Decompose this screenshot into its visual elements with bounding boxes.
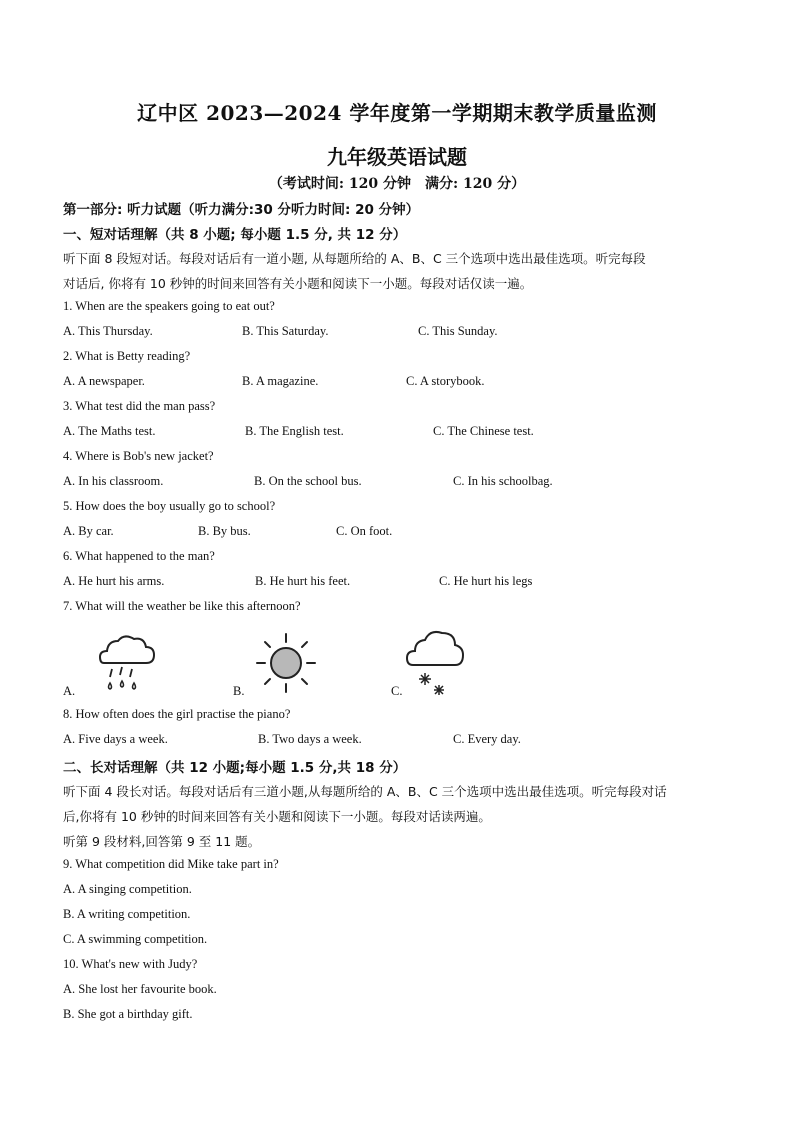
q1-option-a: A. This Thursday. — [63, 324, 153, 338]
question-2: 2. What is Betty reading? — [63, 349, 191, 363]
sun-icon — [251, 630, 321, 696]
section2-instructions-1: 听下面 4 段长对话。每段对话后有三道小题,从每题所给的 A、B、C 三个选项中选出最佳选项。听完每段对话 — [63, 784, 667, 799]
q9-option-b: B. A writing competition. — [63, 907, 191, 921]
section1-instructions-2: 对话后, 你将有 10 秒钟的时间来回答有关小题和阅读下一小题。每段对话仅读一遍。 — [63, 276, 533, 291]
q6-option-c: C. He hurt his legs — [439, 574, 533, 588]
q8-option-c: C. Every day. — [453, 732, 521, 746]
question-10: 10. What's new with Judy? — [63, 957, 198, 971]
q7-option-b: B. — [233, 684, 245, 698]
q5-option-b: B. By bus. — [198, 524, 251, 538]
q2-option-b: B. A magazine. — [242, 374, 319, 388]
section2-heading: 二、长对话理解（共 12 小题;每小题 1.5 分,共 18 分） — [63, 760, 407, 776]
exam-subtitle: 九年级英语试题 — [327, 145, 467, 169]
q9-option-a: A. A singing competition. — [63, 882, 192, 896]
question-4: 4. Where is Bob's new jacket? — [63, 449, 214, 463]
section1-heading: 一、短对话理解（共 8 小题; 每小题 1.5 分, 共 12 分） — [63, 227, 407, 243]
q5-option-c: C. On foot. — [336, 524, 393, 538]
q10-option-b: B. She got a birthday gift. — [63, 1007, 193, 1021]
q3-option-c: C. The Chinese test. — [433, 424, 534, 438]
question-5: 5. How does the boy usually go to school? — [63, 499, 276, 513]
q2-option-c: C. A storybook. — [406, 374, 485, 388]
q6-option-a: A. He hurt his arms. — [63, 574, 165, 588]
exam-title: 辽中区 2023—2024 学年度第一学期期末教学质量监测 — [137, 101, 657, 125]
question-3: 3. What test did the man pass? — [63, 399, 216, 413]
snow-cloud-icon — [405, 623, 467, 699]
question-1: 1. When are the speakers going to eat out? — [63, 299, 275, 313]
q6-option-b: B. He hurt his feet. — [255, 574, 351, 588]
q8-option-a: A. Five days a week. — [63, 732, 168, 746]
q2-option-a: A. A newspaper. — [63, 374, 145, 388]
q7-option-a: A. — [63, 684, 76, 698]
part1-heading: 第一部分: 听力试题（听力满分:30 分听力时间: 20 分钟） — [63, 202, 420, 218]
question-7: 7. What will the weather be like this afternoon? — [63, 599, 301, 613]
question-6: 6. What happened to the man? — [63, 549, 215, 563]
q3-option-a: A. The Maths test. — [63, 424, 156, 438]
q4-option-c: C. In his schoolbag. — [453, 474, 553, 488]
q4-option-b: B. On the school bus. — [254, 474, 362, 488]
section1-instructions-1: 听下面 8 段短对话。每段对话后有一道小题, 从每题所给的 A、B、C 三个选项中选出最佳选项。听完每段 — [63, 251, 646, 266]
section2-material: 听第 9 段材料,回答第 9 至 11 题。 — [63, 834, 261, 849]
rain-cloud-icon — [94, 627, 164, 697]
question-8: 8. How often does the girl practise the piano? — [63, 707, 291, 721]
q10-option-a: A. She lost her favourite book. — [63, 982, 217, 996]
exam-info: （考试时间: 120 分钟 满分: 120 分） — [268, 176, 526, 192]
q4-option-a: A. In his classroom. — [63, 474, 164, 488]
q1-option-b: B. This Saturday. — [242, 324, 329, 338]
q7-option-c: C. — [391, 684, 403, 698]
q8-option-b: B. Two days a week. — [258, 732, 362, 746]
q3-option-b: B. The English test. — [245, 424, 344, 438]
section2-instructions-2: 后,你将有 10 秒钟的时间来回答有关小题和阅读下一小题。每段对话读两遍。 — [63, 809, 491, 824]
q5-option-a: A. By car. — [63, 524, 114, 538]
q1-option-c: C. This Sunday. — [418, 324, 498, 338]
q9-option-c: C. A swimming competition. — [63, 932, 208, 946]
question-9: 9. What competition did Mike take part in? — [63, 857, 279, 871]
